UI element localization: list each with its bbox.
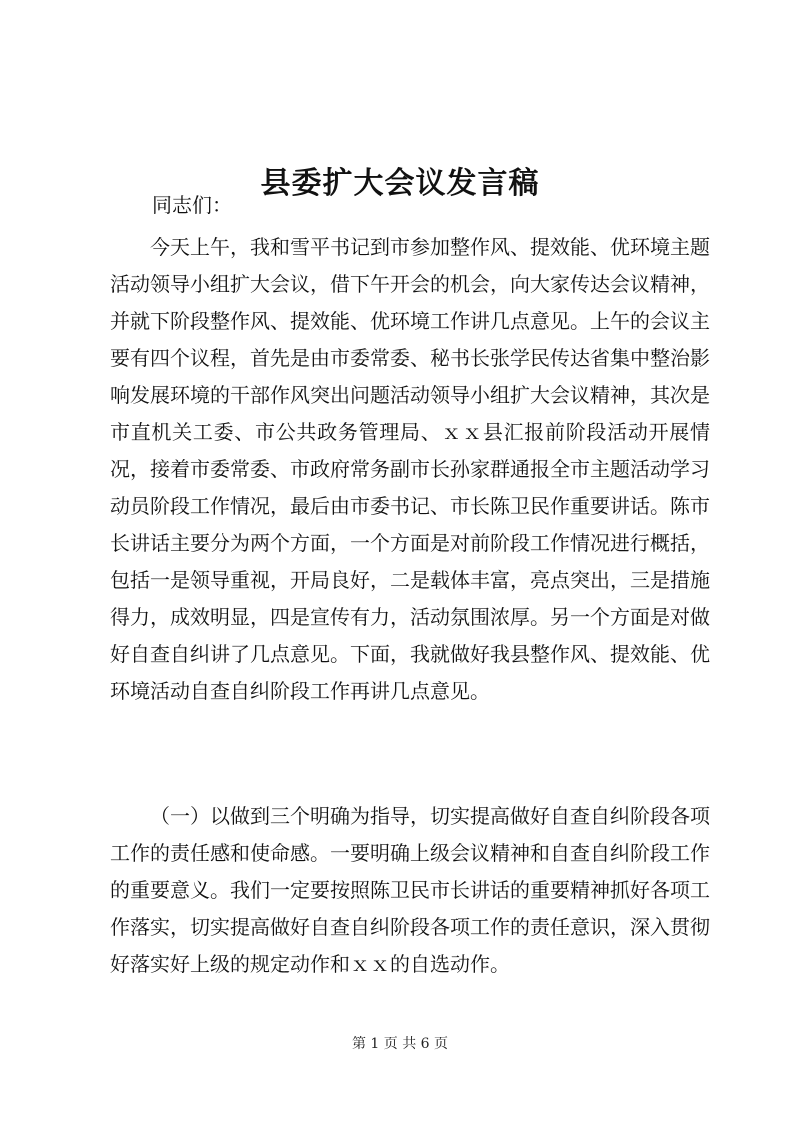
paragraph-2: （一）以做到三个明确为指导，切实提高做好自查自纠阶段各项工作的责任感和使命感。一要明确上级会议精神和自查自纠阶段工作的重要意义。我们一定要按照陈卫民市长讲话的重要精神抓好各项工作落实，切实提高做好自查自纠阶段各项工作的责任意识，深入贯彻好落实好上级的规定动作和ｘｘ的自选动作。 [110,804,710,976]
page-footer: 第 1 页 共 6 页 [351,1036,449,1052]
paragraph-1: 今天上午，我和雪平书记到市参加整作风、提效能、优环境主题活动领导小组扩大会议，借下午开会的机会，向大家传达会议精神，并就下阶段整作风、提效能、优环境工作讲几点意见。上午的会议主要有四个议程，首先是由市委常委、秘书长张学民传达省集中整治影响发展环境的干部作风突出问题活动领导小组扩大会议精神，其次是市直机关工委、市公共政务管理局、ｘｘ县汇报前阶段活动开展情况，接着市委常委、市政府常务副市长孙家群通报全市主题活动学习动员阶段工作情况，最后由市委书记、市长陈卫民作重要讲话。陈市长讲话主要分为两个方面，一个方面是对前阶段工作情况进行概括，包括一是领导重视，开局良好，二是载体丰富，亮点突出，三是措施得力，成效明显，四是宣传有力，活动氛围浓厚。另一个方面是对做好自查自纠讲了几点意见。下面，我就做好我县整作风、提效能、优环境活动自查自纠阶段工作再讲几点意见。 [110,235,710,703]
document-title: 县委扩大会议发言稿 [260,166,540,202]
greeting-text: 同志们： [152,193,232,217]
